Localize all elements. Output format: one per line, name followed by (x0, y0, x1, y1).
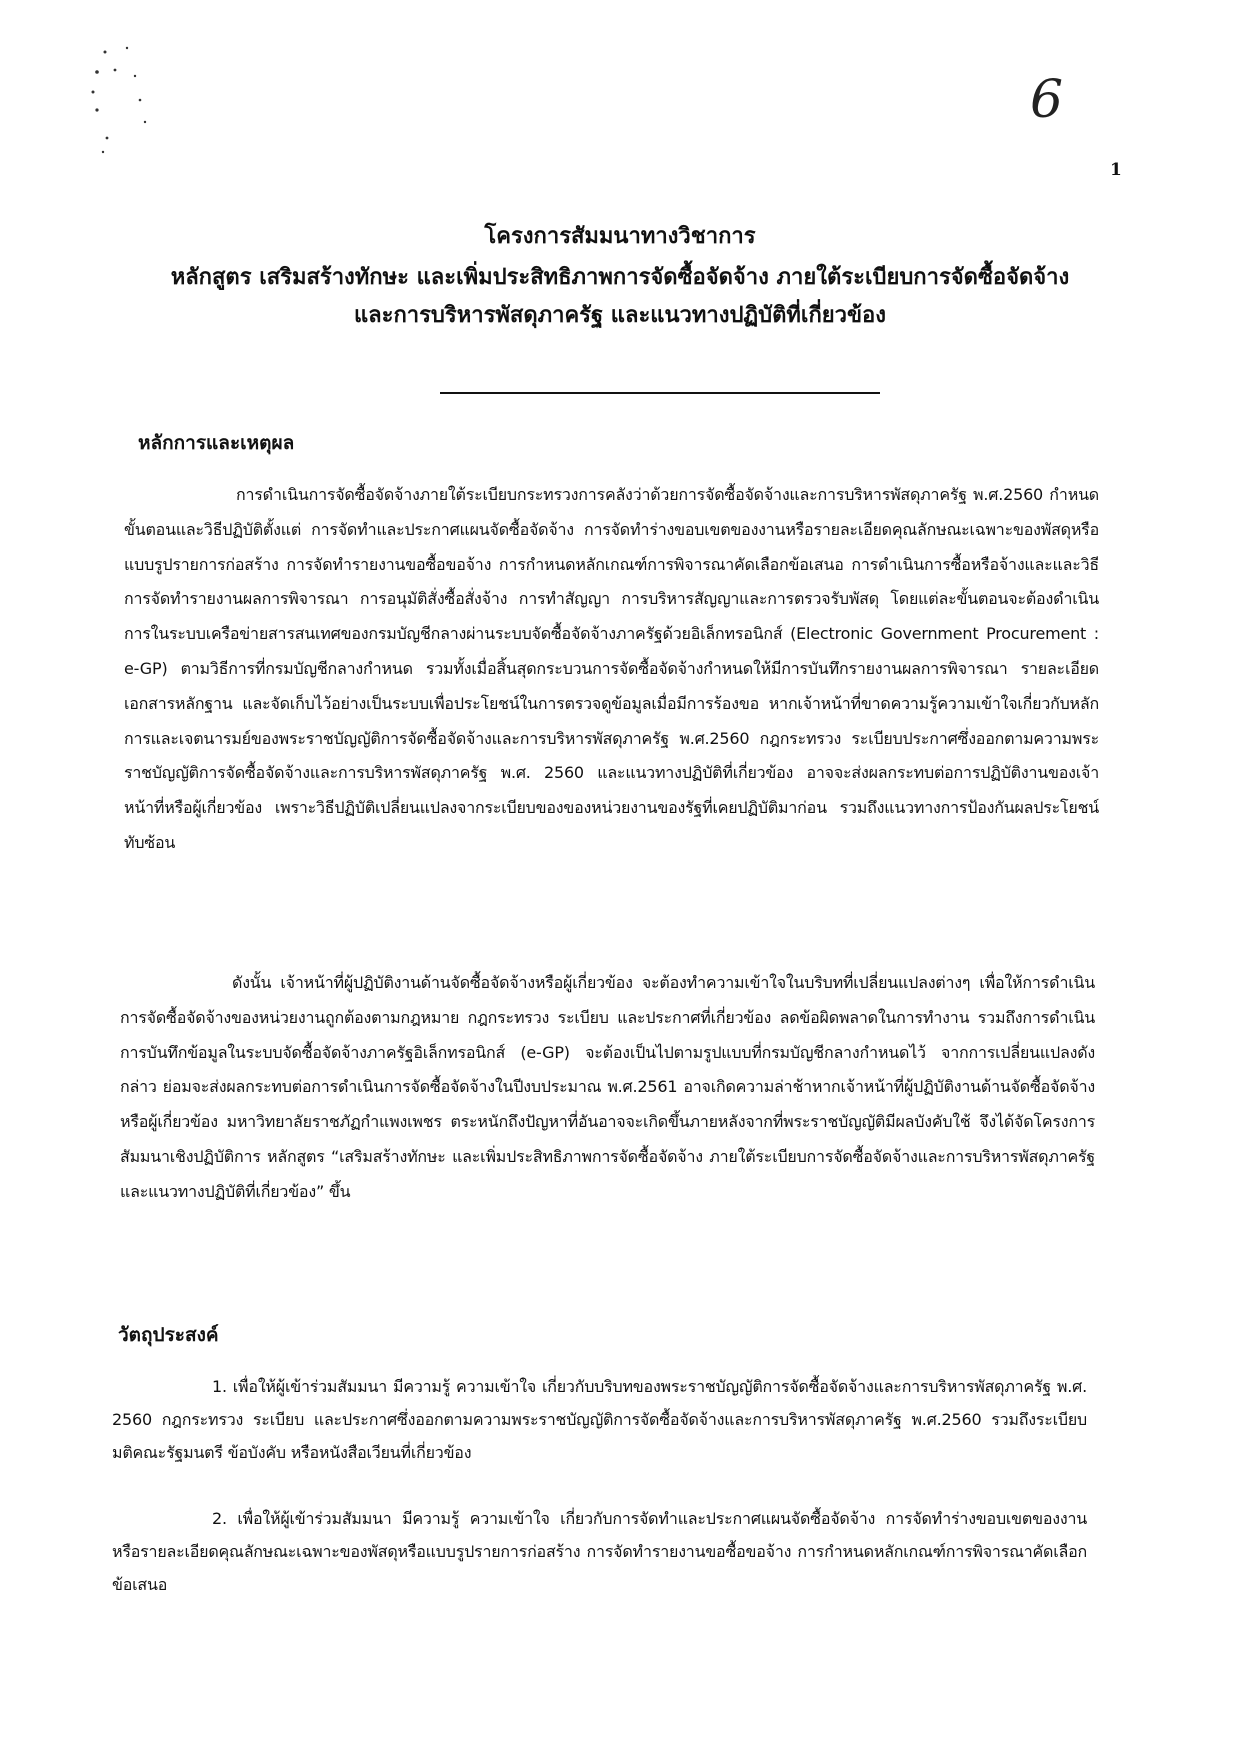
title-block (120, 218, 1120, 335)
section-heading-objectives: วัตถุประสงค์ (118, 1324, 219, 1346)
course-title-line: และการบริหารพัสดุภาครัฐ และแนวทางปฏิบัติที่เกี่ยวข้อง (353, 303, 887, 328)
scan-specks (85, 40, 175, 170)
objective-item: 1. เพื่อให้ผู้เข้าร่วมสัมมนา มีความรู้ ความเข้าใจ เกี่ยวกับบริบทของพระราชบัญญัติการจัดซื้อจัดจ้างและการบริหารพัสดุภาครัฐ พ.ศ. 2560 กฎกระทรวง ระเบียบ และประกาศซึ่งออกตามความพระราชบัญญัติการจัดซื้อจัดจ้างและการบริหารพัสดุภาครัฐ พ.ศ.2560 รวมถึงระเบียบ มติคณะรัฐมนตรี ข้อบังคับ หรือหนังสือเวียนที่เกี่ยวข้อง (112, 1377, 1087, 1462)
section-heading-rationale: หลักการและเหตุผล (138, 432, 295, 454)
objective-item: 2. เพื่อให้ผู้เข้าร่วมสัมมนา มีความรู้ ความเข้าใจ เกี่ยวกับการจัดทำและประกาศแผนจัดซื้อจัดจ้าง การจัดทำร่างขอบเขตของงานหรือรายละเอียดคุณลักษณะเฉพาะของพัสดุหรือแบบรูปรายการก่อสร้าง การจัดทำรายงานขอซื้อขอจ้าง การกำหนดหลักเกณฑ์การพิจารณาคัดเลือกข้อเสนอ (112, 1509, 1087, 1594)
rationale-paragraph: การดำเนินการจัดซื้อจัดจ้างภายใต้ระเบียบกระทรวงการคลังว่าด้วยการจัดซื้อจัดจ้างและการบริหารพัสดุภาครัฐ พ.ศ.2560 กำหนดขั้นตอนและวิธีปฏิบัติตั้งแต่ การจัดทำและประกาศแผนจัดซื้อจัดจ้าง การจัดทำร่างขอบเขตของงานหรือรายละเอียดคุณลักษณะเฉพาะของพัสดุหรือแบบรูปรายการก่อสร้าง การจัดทำรายงานขอซื้อขอจ้าง การกำหนดหลักเกณฑ์การพิจารณาคัดเลือกข้อเสนอ การดำเนินการซื้อหรือจ้างและและวิธีการจัดทำรายงานผลการพิจารณา การอนุมัติสั่งซื้อสั่งจ้าง การทำสัญญา การบริหารสัญญาและการตรวจรับพัสดุ โดยแต่ละขั้นตอนจะต้องดำเนินการในระบบเครือข่ายสารสนเทศของกรมบัญชีกลางผ่านระบบจัดซื้อจัดจ้างภาครัฐด้วยอิเล็กทรอนิกส์ (Electronic Government Procurement : e-GP) ตามวิธีการที่กรมบัญชีกลางกำหนด รวมทั้งเมื่อสิ้นสุดกระบวนการจัดซื้อจัดจ้างกำหนดให้มีการบันทึกรายงานผลการพิจารณา รายละเอียด เอกสารหลักฐาน และจัดเก็บไว้อย่างเป็นระบบเพื่อประโยชน์ในการตรวจดูข้อมูลเมื่อมีการร้องขอ หากเจ้าหน้าที่ขาดความรู้ความเข้าใจเกี่ยวกับหลักการและเจตนารมย์ของพระราชบัญญัติการจัดซื้อจัดจ้างและการบริหารพัสดุภาครัฐ พ.ศ.2560 กฎกระทรวง ระเบียบประกาศซึ่งออกตามความพระราชบัญญัติการจัดซื้อจัดจ้างและการบริหารพัสดุภาครัฐ พ.ศ. 2560 และแนวทางปฏิบัติที่เกี่ยวข้อง อาจจะส่งผลกระทบต่อการปฏิบัติงานของเจ้าหน้าที่หรือผู้เกี่ยวข้อง เพราะวิธีปฏิบัติเปลี่ยนแปลงจากระเบียบของของหน่วยงานของรัฐที่เคยปฏิบัติมาก่อน รวมถึงแนวทางการป้องกันผลประโยชน์ทับซ้อน (124, 485, 1099, 852)
handwritten-page-mark: 6 (1030, 70, 1064, 130)
page-number: 1 (1110, 160, 1122, 180)
course-title-line: หลักสูตร เสริมสร้างทักษะ และเพิ่มประสิทธิภาพการจัดซื้อจัดจ้าง ภายใต้ระเบียบการจัดซื้อจัดจ้าง (170, 265, 1070, 290)
project-title: โครงการสัมมนาทางวิชาการ (484, 224, 756, 249)
title-divider (440, 392, 880, 394)
rationale-paragraph: ดังนั้น เจ้าหน้าที่ผู้ปฏิบัติงานด้านจัดซื้อจัดจ้างหรือผู้เกี่ยวข้อง จะต้องทำความเข้าใจในบริบทที่เปลี่ยนแปลงต่างๆ เพื่อให้การดำเนินการจัดซื้อจัดจ้างของหน่วยงานถูกต้องตามกฎหมาย กฎกระทรวง ระเบียบ และประกาศที่เกี่ยวข้อง ลดข้อผิดพลาดในการทำงาน รวมถึงการดำเนินการบันทึกข้อมูลในระบบจัดซื้อจัดจ้างภาครัฐอิเล็กทรอนิกส์ (e-GP) จะต้องเป็นไปตามรูปแบบที่กรมบัญชีกลางกำหนดไว้ จากการเปลี่ยนแปลงดังกล่าว ย่อมจะส่งผลกระทบต่อการดำเนินการจัดซื้อจัดจ้างในปีงบประมาณ พ.ศ.2561 อาจเกิดความล่าช้าหากเจ้าหน้าที่ผู้ปฏิบัติงานด้านจัดซื้อจัดจ้าง หรือผู้เกี่ยวข้อง มหาวิทยาลัยราชภัฏกำแพงเพชร ตระหนักถึงปัญหาที่อันอาจจะเกิดขึ้นภายหลังจากที่พระราชบัญญัติมีผลบังคับใช้ จึงได้จัดโครงการสัมมนาเชิงปฏิบัติการ หลักสูตร “เสริมสร้างทักษะ และเพิ่มประสิทธิภาพการจัดซื้อจัดจ้าง ภายใต้ระเบียบการจัดซื้อจัดจ้างและการบริหารพัสดุภาครัฐ และแนวทางปฏิบัติที่เกี่ยวข้อง” ขึ้น (120, 973, 1095, 1201)
